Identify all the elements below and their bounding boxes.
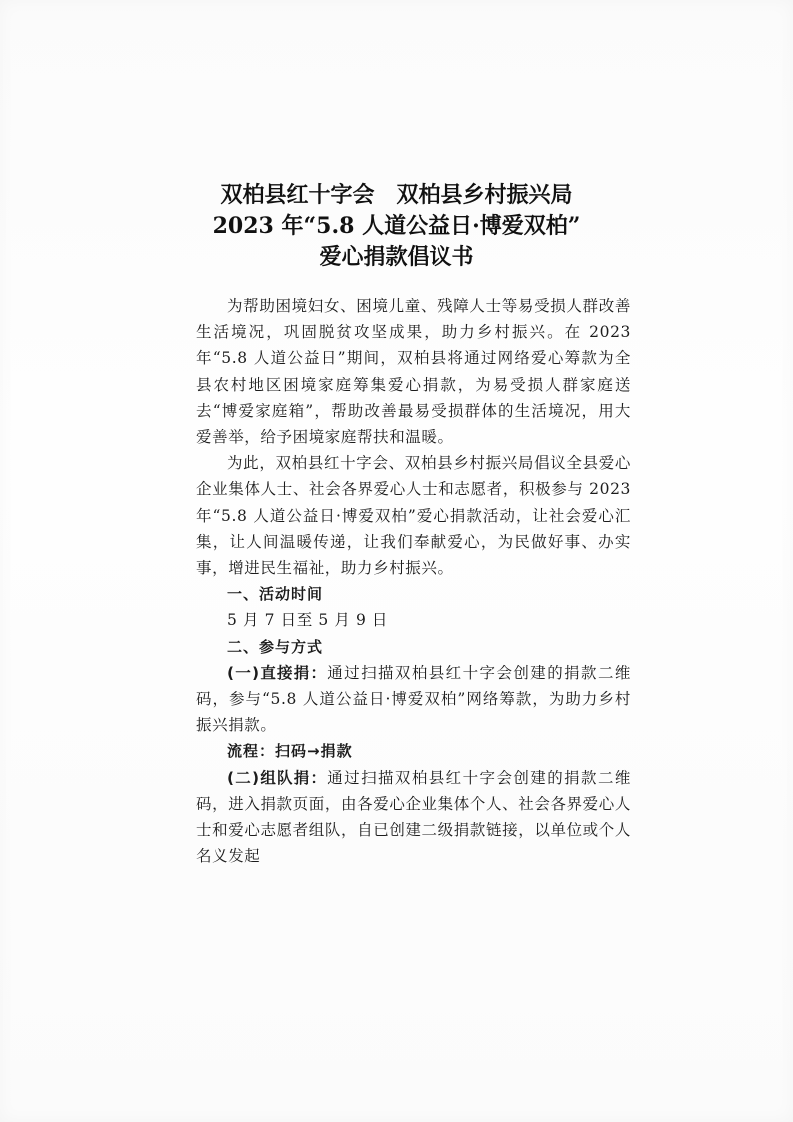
document-title	[150, 180, 643, 273]
title-line-2: 2023 年“5.8 人道公益日·博爱双柏”	[212, 213, 581, 239]
paragraph-team-donation	[196, 765, 631, 870]
document-body	[196, 293, 631, 869]
flow-label: 流程：扫码→捐款	[227, 742, 353, 761]
direct-donation-label: (一)直接捐：	[227, 663, 328, 682]
team-donation-text: 通过扫描双柏县红十字会创建的捐款二维码，进入捐款页面，由各爱心企业集体个人、社会各界爱心人士和爱心志愿者组队，自已创建二级捐款链接，以单位或个人名义发起	[196, 768, 632, 866]
team-donation-label: (二)组队捐：	[227, 768, 328, 787]
section-heading-time: 一、活动时间	[227, 585, 324, 604]
direct-donation-text: 通过扫描双柏县红十字会创建的捐款二维码，参与“5.8 人道公益日·博爱双柏”网络筹款，为助力乡村振兴捐款。	[196, 663, 632, 735]
section-heading-method: 二、参与方式	[227, 637, 324, 656]
paragraph-intro: 为帮助困境妇女、困境儿童、残障人士等易受损人群改善生活境况，巩固脱贫攻坚成果，助力乡村振兴。在 2023 年“5.8 人道公益日”期间，双柏县将通过网络爱心筹款为全县农村地区困境家庭筹集爱心捐款，为易受损人群家庭送去“博爱家庭箱”，帮助改善最易受损群体的生活境况，用大爱善举，给予困境家庭帮扶和温暖。	[196, 297, 631, 447]
title-line-3: 爱心捐款倡议书	[319, 244, 474, 270]
activity-dates: 5 月 7 日至 5 月 9 日	[227, 611, 389, 630]
paragraph-appeal: 为此，双柏县红十字会、双柏县乡村振兴局倡议全县爱心企业集体人士、社会各界爱心人士和志愿者，积极参与 2023 年“5.8 人道公益日·博爱双柏”爱心捐款活动，让社会爱心汇集，让人间温暖传递，让我们奉献爱心，为民做好事、办实事，增进民生福祉，助力乡村振兴。	[196, 454, 631, 578]
title-line-1: 双柏县红十字会 双柏县乡村振兴局	[220, 182, 573, 208]
paragraph-direct-donation	[196, 660, 631, 739]
